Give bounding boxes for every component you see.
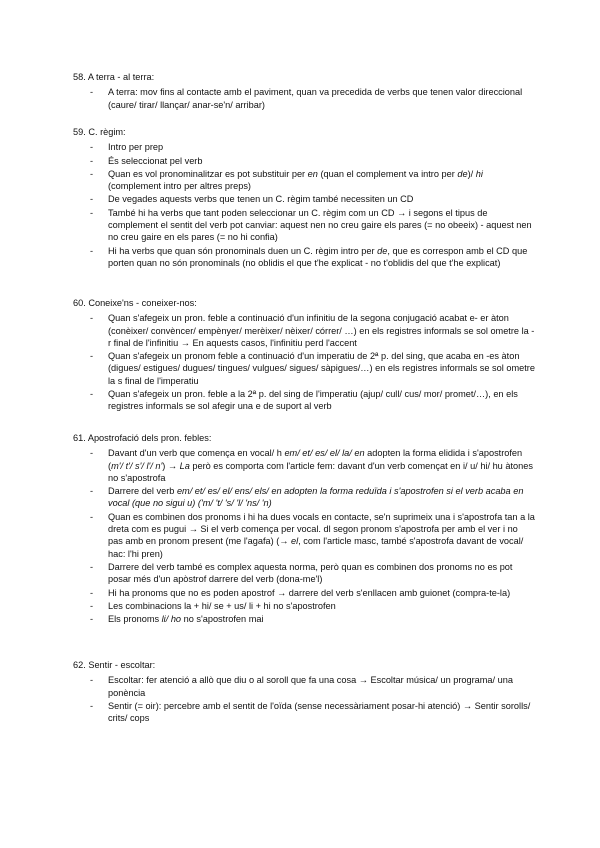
bullet-list: [73, 312, 535, 412]
section-61: [73, 432, 535, 626]
list-item: - A terra: mov fins al contacte amb el paviment, quan va precedida de verbs que tenen valor direccional (caure/ tirar/ llançar/ anar-se'n/ arribar): [73, 86, 535, 111]
section-heading: 62. Sentir - escoltar:: [73, 660, 156, 670]
list-item: - Les combinacions la + hi/ se + us/ li + hi no s'apostrofen: [73, 600, 535, 612]
list-item: - Darrere del verb també es complex aquesta norma, però quan es combinen dos pronoms no es pot posar més d'un apòstrof darrere del verb (dona-me'l): [73, 561, 535, 586]
list-item: - De vegades aquests verbs que tenen un C. règim també necessiten un CD: [73, 193, 535, 205]
section-heading: 58. A terra - al terra:: [73, 72, 155, 82]
section-62: [73, 659, 535, 725]
bullet-list: [73, 447, 535, 625]
list-item: - Quan es vol pronominalitzar es pot substituir per en (quan el complement va intro per de)/ hi (complement intro per altres preps): [73, 168, 535, 193]
list-item: - Davant d'un verb que comença en vocal/ h em/ et/ es/ el/ la/ en adopten la forma elidida i s'apostrofen (m'/ t'/ s'/ l'/ n') → La però es comporta com l'article fem: davant d'un verb començat en i/ u/ hi/ hu àtones no s'apostrofa: [73, 447, 535, 484]
section-heading: 59. C. règim:: [73, 127, 126, 137]
list-item: - Quan s'afegeix un pron. feble a la 2ª p. del sing de l'imperatiu (ajup/ cull/ cus/ mor/ promet/…), en els registres informals se sol afegir una e de suport al verb: [73, 388, 535, 413]
section-heading: 60. Coneixe'ns - coneixer-nos:: [73, 298, 197, 308]
list-item: - Quan s'afegeix un pronom feble a continuació d'un imperatiu de 2ª p. del sing, que acaba en -es àton (digues/ estigues/ dugues/ tingues/ vulgues/ sigues/ sàpigues/…) en els registres informals se sol ometre la s final de l'imperatiu: [73, 350, 535, 387]
section-60: [73, 297, 535, 414]
list-item: - Intro per prep: [73, 141, 535, 153]
list-item: - És seleccionat pel verb: [73, 155, 535, 167]
list-item: - Hi ha verbs que quan són pronominals duen un C. règim intro per de, que es correspon amb el CD que porten quan no són pronominals (no oblidis el que t'he explicat - no t'oblidis del que t'he explicat): [73, 245, 535, 270]
section-heading: 61. Apostrofació dels pron. febles:: [73, 433, 212, 443]
section-59: [73, 126, 535, 270]
list-item: - Quan s'afegeix un pron. feble a continuació d'un infinitiu de la segona conjugació acabat e- er àton (conèixer/ convèncer/ empènyer/ merèixer/ nèixer/ córrer/ …) en els registres informals se sol ometre la -r final de l'infinitiu → En aquests casos, l'infinitiu perd l'accent: [73, 312, 535, 349]
bullet-list: [73, 141, 535, 269]
list-item: - Quan es combinen dos pronoms i hi ha dues vocals en contacte, se'n suprimeix una i s'apostrofa tan a la dreta com es pugui → Si el verb comença per vocal. dl segon pronom s'apostrofa per amb el ver i no pas amb en pronom present (me l'agafa) (→ el, com l'article masc, també s'apostrofa davant de vocal/ hac: l'hi pren): [73, 511, 535, 560]
list-item: - Sentir (= oir): percebre amb el sentit de l'oïda (sense necessàriament posar-hi atenció) → Sentir sorolls/ crits/ cops: [73, 700, 535, 725]
list-item: - Escoltar: fer atenció a allò que diu o al soroll que fa una cosa → Escoltar música/ un programa/ una ponència: [73, 674, 535, 699]
bullet-list: [73, 86, 535, 111]
list-item: - Darrere del verb em/ et/ es/ el/ ens/ els/ en adopten la forma reduïda i s'apostrofen si el verb acaba en vocal (que no sigui u) ('m/ 't/ 's/ 'l/ 'ns/ 'n): [73, 485, 535, 510]
section-58: [73, 71, 535, 112]
list-item: - També hi ha verbs que tant poden seleccionar un C. règim com un CD → i segons el tipus de complement el sentit del verb pot canviar: aquest nen no creu gaire els pares (= no obeeix) - aquest nen no creu gaire en els pares (= no hi confia): [73, 207, 535, 244]
bullet-list: [73, 674, 535, 724]
list-item: - Hi ha pronoms que no es poden apostrof → darrere del verb s'enllacen amb guionet (compra-te-la): [73, 587, 535, 599]
list-item: - Els pronoms li/ ho no s'apostrofen mai: [73, 613, 535, 625]
